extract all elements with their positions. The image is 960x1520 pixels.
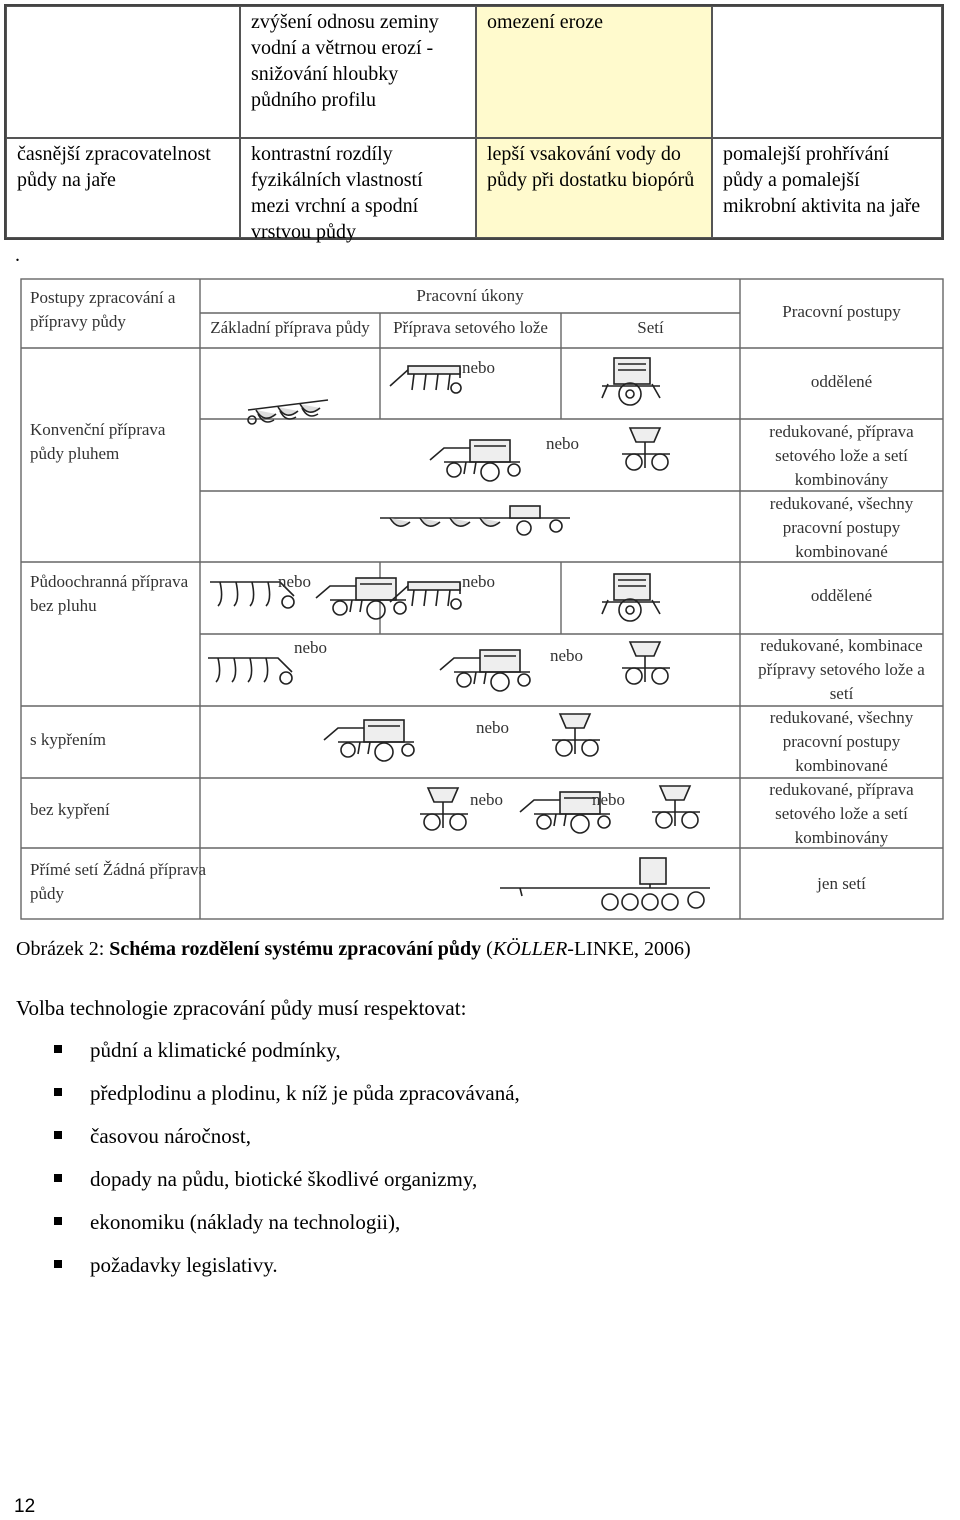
tillage-scheme-figure <box>20 278 944 920</box>
procedure-separate: oddělené <box>810 586 873 605</box>
harrow-drawing <box>390 366 461 393</box>
procedure-sowing-only: jen setí <box>817 874 866 893</box>
list-item-text: půdní a klimatické podmínky, <box>90 1038 341 1062</box>
bullet-square-icon <box>54 1088 62 1096</box>
or-label: nebo <box>550 646 584 665</box>
header-sowing: Setí <box>637 318 664 337</box>
pneumatic-drill-drawing <box>622 642 670 684</box>
list-item-text: předplodinu a plodinu, k níž je půda zpracovávaná, <box>90 1081 520 1105</box>
or-label: nebo <box>476 718 510 737</box>
header-procedures: Pracovní postupy <box>782 302 901 321</box>
pneumatic-drill-drawing <box>652 786 700 828</box>
requirements-list <box>50 1036 520 1294</box>
header-corner-label: Postupy zpracování a přípravy půdy <box>30 288 176 331</box>
comparison-table <box>4 4 944 243</box>
list-item <box>50 1079 520 1122</box>
bullet-square-icon <box>54 1260 62 1268</box>
harrow-drawing <box>390 582 461 609</box>
bullet-square-icon <box>54 1045 62 1053</box>
list-item-text: časovou náročnost, <box>90 1124 251 1148</box>
table-cell-erosion-limit: omezení eroze <box>476 6 712 138</box>
list-item <box>50 1036 520 1079</box>
table-cell-slower-warming: pomalejší prohřívání půdy a pomalejší mikrobní aktivita na jaře <box>712 138 942 238</box>
table-cell-erosion-increase: zvýšení odnosu zeminy vodní a větrnou erozí - snižování hloubky půdního profilu <box>240 6 476 138</box>
list-item <box>50 1208 520 1251</box>
procedure-reduced-all-combined: redukované, všechny pracovní postupy kombinované <box>769 494 914 561</box>
intro-paragraph: Volba technologie zpracování půdy musí respektovat: <box>16 996 467 1020</box>
stray-dot: . <box>15 244 20 266</box>
or-label: nebo <box>462 572 496 591</box>
or-label: nebo <box>470 790 504 809</box>
procedure-reduced-all-combined: redukované, všechny pracovní postupy kombinované <box>769 708 914 775</box>
seed-drill-drawing <box>602 574 660 621</box>
or-label: nebo <box>278 572 312 591</box>
seed-drill-drawing <box>602 358 660 405</box>
bullet-square-icon <box>54 1174 62 1182</box>
plough-drill-combination-drawing <box>380 506 570 535</box>
caption-source-author: KÖLLER <box>492 938 568 960</box>
procedure-separate: oddělené <box>810 372 873 391</box>
or-label: nebo <box>546 434 580 453</box>
system-direct-sowing: Přímé setí Žádná příprava půdy <box>30 860 207 903</box>
combined-seedbed-drill-drawing <box>430 440 520 481</box>
or-label: nebo <box>294 638 328 657</box>
list-item <box>50 1165 520 1208</box>
precision-drill-drawing <box>552 714 600 756</box>
caption-prefix: Obrázek 2: <box>16 938 110 960</box>
bullet-square-icon <box>54 1131 62 1139</box>
pneumatic-drill-drawing <box>622 428 670 470</box>
system-without-loosening: bez kypření <box>30 800 110 819</box>
or-label: nebo <box>592 790 626 809</box>
list-item-text: ekonomiku (náklady na technologii), <box>90 1210 401 1234</box>
table-cell-empty <box>712 6 942 138</box>
system-with-loosening: s kypřením <box>30 730 107 749</box>
full-combination-drawing <box>324 720 414 761</box>
procedure-reduced-seedbed-sowing-combined: redukované, příprava setového lože a setí kombinovány <box>769 780 914 847</box>
caption-source-open: ( <box>481 938 493 960</box>
rotary-harrow-drawing <box>420 788 468 830</box>
direct-drill-drawing <box>500 858 710 910</box>
chisel-drawing <box>208 658 292 684</box>
combined-seedbed-drill-drawing <box>440 650 530 691</box>
caption-title: Schéma rozdělení systému zpracování půdy <box>109 938 482 960</box>
procedure-reduced-seedbed-combination: redukované, kombinace přípravy setového lože a setí <box>758 636 925 703</box>
rotary-cultivator-drawing <box>316 578 406 619</box>
procedure-reduced-seedbed-sowing-combined: redukované, příprava setového lože a setí kombinovány <box>769 422 914 489</box>
list-item <box>50 1122 520 1165</box>
bullet-square-icon <box>54 1217 62 1225</box>
caption-source-rest: -LINKE, 2006) <box>567 938 691 960</box>
plough-drawing <box>248 400 328 424</box>
header-seedbed-prep: Příprava setového lože <box>393 318 548 337</box>
table-cell-early-workability: časnější zpracovatelnost půdy na jaře <box>6 138 240 238</box>
table-cell-empty <box>6 6 240 138</box>
system-conservation: Půdoochranná příprava bez pluhu <box>30 572 189 615</box>
header-operations: Pracovní úkony <box>416 286 524 305</box>
figure-caption <box>16 938 691 961</box>
page-number: 12 <box>14 1496 36 1517</box>
list-item-text: požadavky legislativy. <box>90 1253 278 1277</box>
header-basic-tillage: Základní příprava půdy <box>210 318 370 337</box>
system-conventional: Konvenční příprava půdy pluhem <box>30 420 166 463</box>
table-cell-water-infiltration: lepší vsakování vody do půdy při dostatku biopórů <box>476 138 712 238</box>
list-item <box>50 1251 520 1294</box>
list-item-text: dopady na půdu, biotické škodlivé organizmy, <box>90 1167 478 1191</box>
table-cell-property-contrast: kontrastní rozdíly fyzikálních vlastností mezi vrchní a spodní vrstvou půdy <box>240 138 476 238</box>
or-label: nebo <box>462 358 496 377</box>
